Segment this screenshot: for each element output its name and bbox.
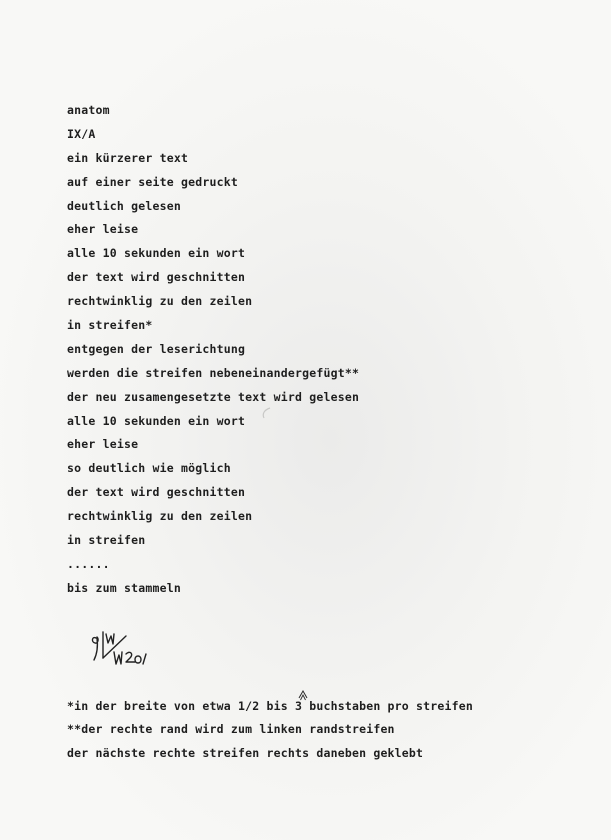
footnote: *in der breite von etwa 1/2 bis 3 buchstaben pro streifen: [67, 699, 474, 713]
handwritten-signature: [90, 628, 160, 672]
text-line: ein kürzerer text: [67, 151, 189, 165]
text-line: eher leise: [67, 437, 139, 451]
text-line: so deutlich wie möglich: [67, 461, 231, 475]
text-line: rechtwinklig zu den zeilen: [67, 509, 253, 523]
text-line: der text wird geschnitten: [67, 485, 246, 499]
text-line: eher leise: [67, 222, 139, 236]
text-line: in streifen*: [67, 318, 153, 332]
footnote: der nächste rechte streifen rechts daneben geklebt: [67, 746, 424, 760]
text-line: der text wird geschnitten: [67, 270, 246, 284]
text-line: entgegen der leserichtung: [67, 342, 246, 356]
text-line: alle 10 sekunden ein wort: [67, 246, 246, 260]
pencil-stroke-mark: [258, 404, 278, 424]
text-line: ......: [67, 557, 110, 571]
footnote: **der rechte rand wird zum linken randstreifen: [67, 722, 395, 736]
text-line: auf einer seite gedruckt: [67, 175, 238, 189]
text-line: der neu zusamengesetzte text wird gelesen: [67, 390, 360, 404]
text-line: bis zum stammeln: [67, 581, 181, 595]
text-line: in streifen: [67, 533, 146, 547]
text-line: werden die streifen nebeneinandergefügt**: [67, 366, 360, 380]
text-line: deutlich gelesen: [67, 199, 181, 213]
text-line: rechtwinklig zu den zeilen: [67, 294, 253, 308]
document-subtitle: IX/A: [67, 127, 96, 141]
handwritten-correction-mark: [296, 688, 310, 702]
document-title: anatom: [67, 103, 110, 117]
text-line: alle 10 sekunden ein wort: [67, 414, 246, 428]
